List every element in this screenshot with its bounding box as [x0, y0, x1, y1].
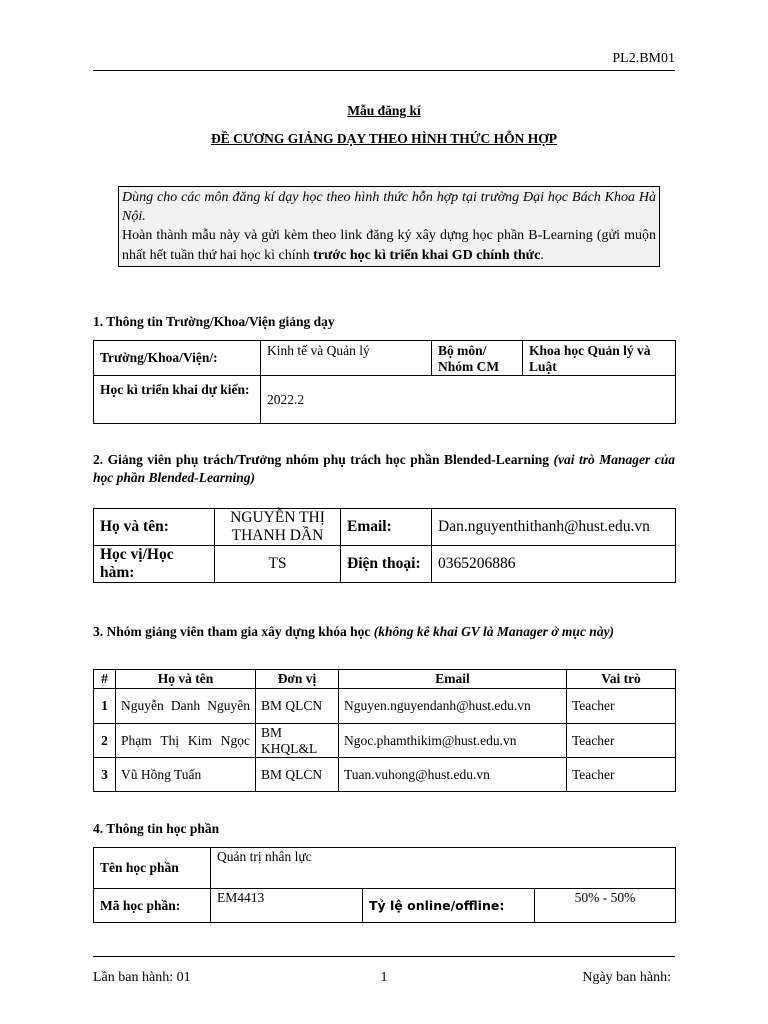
dept-label: Bộ môn/ Nhóm CM: [432, 341, 523, 376]
row-number: 2: [94, 724, 116, 758]
page-number: 1: [380, 970, 388, 985]
row-unit: BM QLCN: [256, 689, 339, 724]
row-name-text: Nguyễn Danh Nguyên: [121, 698, 250, 713]
degree-value: TS: [215, 546, 341, 583]
ratio-label: Tỷ lệ online/offline:: [363, 889, 535, 923]
school-value: Kinh tế và Quản lý: [261, 341, 432, 376]
edition-text: Lần ban hành: 01: [93, 970, 191, 985]
row-name-text: Phạm Thị Kim Ngọc: [121, 732, 250, 748]
instruction-note: [118, 186, 660, 267]
course-code-label: Mã học phần:: [94, 889, 211, 923]
row-name: [116, 689, 256, 724]
manager-info-table: [93, 508, 676, 583]
row-name: [116, 724, 256, 758]
name-label: Họ và tên:: [94, 509, 215, 546]
degree-label: Học vị/Học hàm:: [94, 546, 215, 583]
phone-value: 0365206886: [432, 546, 676, 583]
course-code-value: EM4413: [211, 889, 363, 923]
row-role: Teacher: [567, 689, 676, 724]
col-name: Họ và tên: [116, 670, 256, 689]
row-unit: BM QLCN: [256, 758, 339, 792]
section2-heading-main: 2. Giảng viên phụ trách/Trưởng nhóm phụ trách học phần Blended-Learning: [93, 452, 554, 467]
section2-heading: [93, 451, 675, 487]
row-number: 3: [94, 758, 116, 792]
phone-label: Điện thoại:: [341, 546, 432, 583]
course-name-value: Quản trị nhân lực: [211, 848, 676, 889]
row-email: Ngoc.phamthikim@hust.edu.vn: [339, 724, 567, 758]
row-role: Teacher: [567, 758, 676, 792]
header-rule: [93, 70, 675, 71]
section4-heading: 4. Thông tin học phần: [93, 821, 220, 836]
email-value: Dan.nguyenthithanh@hust.edu.vn: [432, 509, 676, 546]
table-row: [94, 724, 676, 758]
name-value: NGUYỄN THỊ THANH DẦN: [215, 509, 341, 546]
email-label: Email:: [341, 509, 432, 546]
table-row: [94, 758, 676, 792]
row-unit: BM KHQL&L: [256, 724, 339, 758]
note-italic-text: Dùng cho các môn đăng kí dạy học theo hình thức hỗn hợp tại trường Đại học Bách Khoa Hà Nội.: [122, 190, 656, 225]
course-name-label: Tên học phần: [94, 848, 211, 889]
semester-label: Học kì triển khai dự kiến:: [94, 376, 261, 424]
section3-heading: [93, 623, 675, 641]
note-plain-text: Hoàn thành mẫu này và gửi kèm theo link đăng ký xây dựng học phần B-Learning (gửi muộn nhất hết tuần thứ hai học kì chính: [122, 228, 656, 263]
document-title: ĐỀ CƯƠNG GIẢNG DẠY THEO HÌNH THỨC HỖN HỢP: [210, 131, 558, 146]
dept-value: Khoa học Quản lý và Luật: [523, 341, 676, 376]
col-role: Vai trò: [567, 670, 676, 689]
school-info-table: [93, 340, 676, 424]
issue-date: Ngày ban hành:: [582, 970, 671, 985]
row-name: Vũ Hồng Tuấn: [116, 758, 256, 792]
table-row: [94, 689, 676, 724]
row-number: 1: [94, 689, 116, 724]
row-email: Nguyen.nguyendanh@hust.edu.vn: [339, 689, 567, 724]
school-label: Trường/Khoa/Viện/:: [94, 341, 261, 376]
team-table: [93, 669, 676, 792]
row-role: Teacher: [567, 724, 676, 758]
footer-rule: [93, 956, 675, 957]
form-code: PL2.BM01: [612, 51, 675, 66]
course-info-table: [93, 847, 676, 923]
col-number: #: [94, 670, 116, 689]
section2-heading-note: (vai trò Manager của học phần Blended-Learning): [93, 452, 676, 485]
note-bold-text: trước học kì triển khai GD chính thức: [313, 247, 541, 263]
section1-heading: 1. Thông tin Trường/Khoa/Viện giảng dạy: [93, 314, 335, 329]
note-end: .: [540, 247, 544, 263]
ratio-value: 50% - 50%: [535, 889, 676, 923]
row-email: Tuan.vuhong@hust.edu.vn: [339, 758, 567, 792]
col-unit: Đơn vị: [256, 670, 339, 689]
section3-heading-note: (không kê khai GV là Manager ở mục này): [373, 624, 615, 639]
semester-value: 2022.2: [261, 376, 676, 424]
form-title: Mẫu đăng kí: [347, 103, 421, 118]
section3-heading-main: 3. Nhóm giảng viên tham gia xây dựng khóa học: [93, 624, 374, 639]
col-email: Email: [339, 670, 567, 689]
